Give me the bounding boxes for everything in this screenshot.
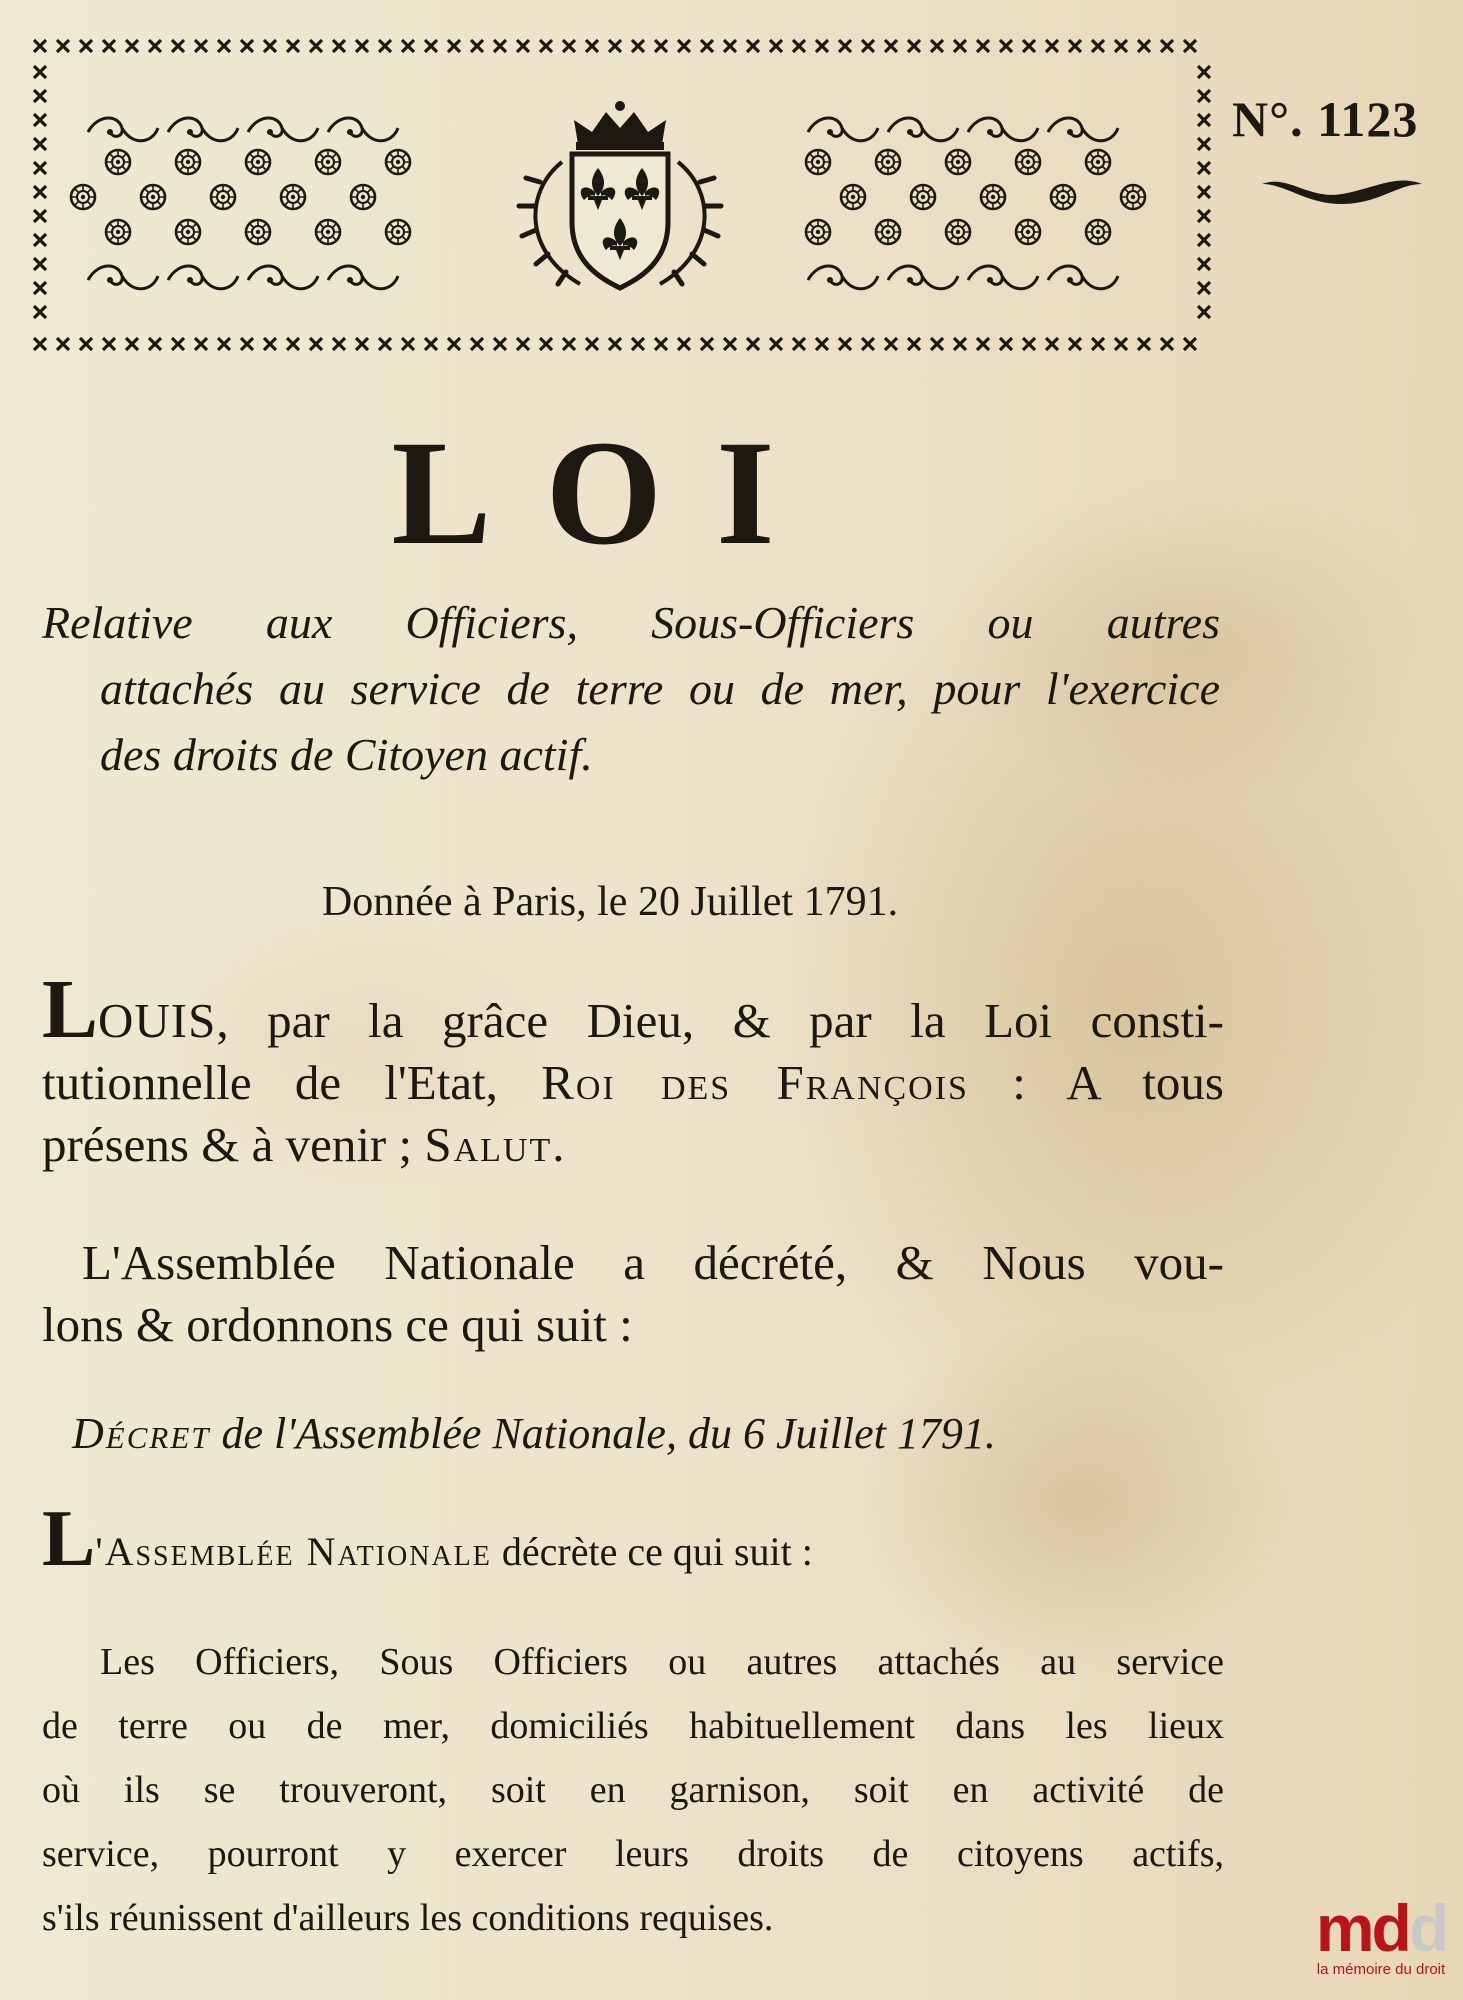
border-x-mark <box>287 338 299 350</box>
paragraph-line: lons & ordonnons ce qui suit : <box>42 1297 633 1352</box>
article-line: Les Officiers, Sous Officiers ou autres attachés au service <box>100 1641 1224 1683</box>
border-x-mark <box>908 338 920 350</box>
border-x-mark <box>586 40 598 52</box>
border-x-mark <box>1198 258 1210 270</box>
border-x-mark <box>1198 138 1210 150</box>
border-x-mark <box>931 40 943 52</box>
border-x-mark <box>1046 338 1058 350</box>
border-x-mark <box>34 66 46 78</box>
ornamental-header-frame <box>28 32 1220 362</box>
preamble-line <box>42 963 1224 1056</box>
border-x-mark <box>57 40 69 52</box>
border-x-mark <box>448 40 460 52</box>
border-x-mark <box>356 40 368 52</box>
border-x-mark <box>57 338 69 350</box>
border-x-mark <box>126 338 138 350</box>
border-x-mark <box>103 338 115 350</box>
decree-label: Décret <box>72 1409 211 1458</box>
border-x-mark <box>1161 40 1173 52</box>
border-x-mark <box>1198 234 1210 246</box>
border-x-mark <box>1046 40 1058 52</box>
border-x-mark <box>954 40 966 52</box>
preamble-text: présens & à venir ; <box>42 1117 425 1172</box>
logo-mark <box>1306 1891 1456 1965</box>
border-x-mark <box>1138 40 1150 52</box>
border-x-mark <box>609 40 621 52</box>
salutation: Salut. <box>424 1117 567 1172</box>
issue-number: N°. 1123 <box>1232 91 1419 147</box>
preamble-line <box>42 1052 1224 1114</box>
border-x-mark <box>1138 338 1150 350</box>
border-x-mark <box>655 338 667 350</box>
article-line: s'ils réunissent d'ailleurs les conditions requises. <box>42 1897 774 1939</box>
border-x-mark <box>747 40 759 52</box>
subtitle-line: attachés au service de terre ou de mer, pour l'exercice <box>100 663 1220 714</box>
border-x-mark <box>678 338 690 350</box>
border-x-mark <box>1198 66 1210 78</box>
border-x-mark <box>540 338 552 350</box>
decree-heading-text: de l'Assemblée Nationale, du 6 Juillet 1791. <box>210 1409 996 1458</box>
swash-ornament <box>1258 170 1426 210</box>
border-x-mark <box>494 40 506 52</box>
border-x-mark <box>264 338 276 350</box>
border-x-mark <box>931 338 943 350</box>
article-line: où ils se trouveront, soit en garnison, soit en activité de <box>42 1769 1224 1811</box>
border-x-mark <box>1184 338 1196 350</box>
border-x-mark <box>471 338 483 350</box>
border-x-mark <box>1184 40 1196 52</box>
border-x-mark <box>977 40 989 52</box>
border-x-mark <box>1198 162 1210 174</box>
article-line: de terre ou de mer, domiciliés habituellement dans les lieux <box>42 1705 1224 1747</box>
border-x-mark <box>1023 40 1035 52</box>
border-x-mark <box>563 338 575 350</box>
border-x-mark <box>425 40 437 52</box>
border-x-mark <box>1069 338 1081 350</box>
border-x-mark <box>1198 90 1210 102</box>
border-x-mark <box>1198 186 1210 198</box>
border-x-mark <box>333 338 345 350</box>
border-x-mark <box>34 234 46 246</box>
border-x-mark <box>1000 40 1012 52</box>
border-x-mark <box>402 40 414 52</box>
border-x-mark <box>34 40 46 52</box>
preamble-text: : A tous <box>968 1055 1224 1110</box>
border-x-mark <box>1161 338 1173 350</box>
border-x-mark <box>1198 114 1210 126</box>
paragraph-line: L'Assemblée Nationale a décrété, & Nous vou- <box>82 1235 1224 1290</box>
border-x-mark <box>839 40 851 52</box>
border-x-mark <box>1115 40 1127 52</box>
royal-arms-ornament <box>28 32 1220 362</box>
mdd-logo <box>1306 1891 1456 1995</box>
logo-letter: d <box>1408 1891 1447 1965</box>
logo-letter: m <box>1315 1891 1372 1965</box>
border-x-mark <box>862 338 874 350</box>
article-line: service, pourront y exercer leurs droits de citoyens actifs, <box>42 1833 1224 1875</box>
border-x-mark <box>1198 306 1210 318</box>
document-title: LOI <box>391 410 829 576</box>
border-x-mark <box>218 338 230 350</box>
decree-heading <box>72 1408 1220 1459</box>
border-x-mark <box>1092 338 1104 350</box>
logo-tagline: la mémoire du droit <box>1316 1961 1446 1978</box>
border-x-mark <box>747 338 759 350</box>
border-x-mark <box>1198 210 1210 222</box>
border-x-mark <box>471 40 483 52</box>
border-x-mark <box>517 40 529 52</box>
border-x-mark <box>34 186 46 198</box>
border-x-mark <box>839 338 851 350</box>
border-x-mark <box>356 338 368 350</box>
border-x-mark <box>425 338 437 350</box>
border-x-mark <box>724 338 736 350</box>
article-paragraph <box>42 1630 1224 1950</box>
border-x-mark <box>34 282 46 294</box>
border-x-mark <box>264 40 276 52</box>
border-x-mark <box>770 338 782 350</box>
border-x-mark <box>885 40 897 52</box>
border-x-mark <box>517 338 529 350</box>
border-x-mark <box>34 90 46 102</box>
drop-cap: L <box>42 1495 96 1583</box>
assembly-decree-paragraph <box>42 1232 1224 1356</box>
assembly-name: 'Assemblée Nationale <box>95 1529 492 1574</box>
king-name: OUIS <box>98 993 217 1048</box>
date-line: Donnée à Paris, le 20 Juillet 1791. <box>321 879 899 925</box>
border-x-mark <box>172 40 184 52</box>
border-x-mark <box>632 338 644 350</box>
border-x-mark <box>793 40 805 52</box>
border-x-mark <box>80 40 92 52</box>
border-x-mark <box>770 40 782 52</box>
border-x-mark <box>34 210 46 222</box>
border-x-mark <box>149 40 161 52</box>
royal-title: Roi des François <box>541 1055 969 1110</box>
border-x-mark <box>563 40 575 52</box>
border-x-mark <box>724 40 736 52</box>
border-x-mark <box>1198 282 1210 294</box>
border-x-mark <box>333 40 345 52</box>
border-x-mark <box>862 40 874 52</box>
assembly-statement <box>42 1495 1224 1583</box>
border-x-mark <box>34 338 46 350</box>
border-x-mark <box>540 40 552 52</box>
border-x-mark <box>103 40 115 52</box>
border-x-mark <box>678 40 690 52</box>
border-x-mark <box>195 338 207 350</box>
border-x-mark <box>1069 40 1081 52</box>
border-x-mark <box>172 338 184 350</box>
border-x-mark <box>402 338 414 350</box>
border-x-mark <box>379 338 391 350</box>
logo-letter: d <box>1371 1891 1409 1965</box>
preamble-text: , par la grâce Dieu, & par la Loi consti- <box>216 993 1224 1048</box>
border-x-mark <box>1115 338 1127 350</box>
border-x-mark <box>1092 40 1104 52</box>
border-x-mark <box>908 40 920 52</box>
border-x-mark <box>816 338 828 350</box>
border-x-mark <box>816 40 828 52</box>
border-x-mark <box>977 338 989 350</box>
border-x-mark <box>954 338 966 350</box>
border-x-mark <box>195 40 207 52</box>
border-x-mark <box>34 306 46 318</box>
preamble-line <box>42 1114 1224 1176</box>
border-x-mark <box>34 258 46 270</box>
drop-cap: L <box>42 963 99 1056</box>
royal-preamble <box>42 963 1224 1176</box>
border-x-mark <box>885 338 897 350</box>
document-subtitle <box>42 590 1220 788</box>
border-x-mark <box>310 338 322 350</box>
border-x-mark <box>379 40 391 52</box>
border-x-mark <box>34 162 46 174</box>
border-x-mark <box>1000 338 1012 350</box>
subtitle-line: Relative aux Officiers, Sous-Officiers ou autres <box>42 597 1220 648</box>
border-x-mark <box>80 338 92 350</box>
border-x-mark <box>448 338 460 350</box>
border-x-mark <box>126 40 138 52</box>
border-x-mark <box>34 138 46 150</box>
border-x-mark <box>241 40 253 52</box>
border-x-mark <box>287 40 299 52</box>
border-x-mark <box>655 40 667 52</box>
border-x-mark <box>149 338 161 350</box>
border-x-mark <box>241 338 253 350</box>
border-x-mark <box>793 338 805 350</box>
border-x-mark <box>218 40 230 52</box>
subtitle-line: des droits de Citoyen actif. <box>100 729 593 780</box>
statement-text: décrète ce qui suit : <box>491 1529 813 1574</box>
border-x-mark <box>701 338 713 350</box>
preamble-text: tutionnelle de l'Etat, <box>42 1055 542 1110</box>
border-x-mark <box>701 40 713 52</box>
border-x-mark <box>310 40 322 52</box>
border-x-mark <box>1023 338 1035 350</box>
border-x-mark <box>609 338 621 350</box>
border-x-mark <box>34 114 46 126</box>
border-x-mark <box>586 338 598 350</box>
border-x-mark <box>494 338 506 350</box>
border-x-mark <box>632 40 644 52</box>
